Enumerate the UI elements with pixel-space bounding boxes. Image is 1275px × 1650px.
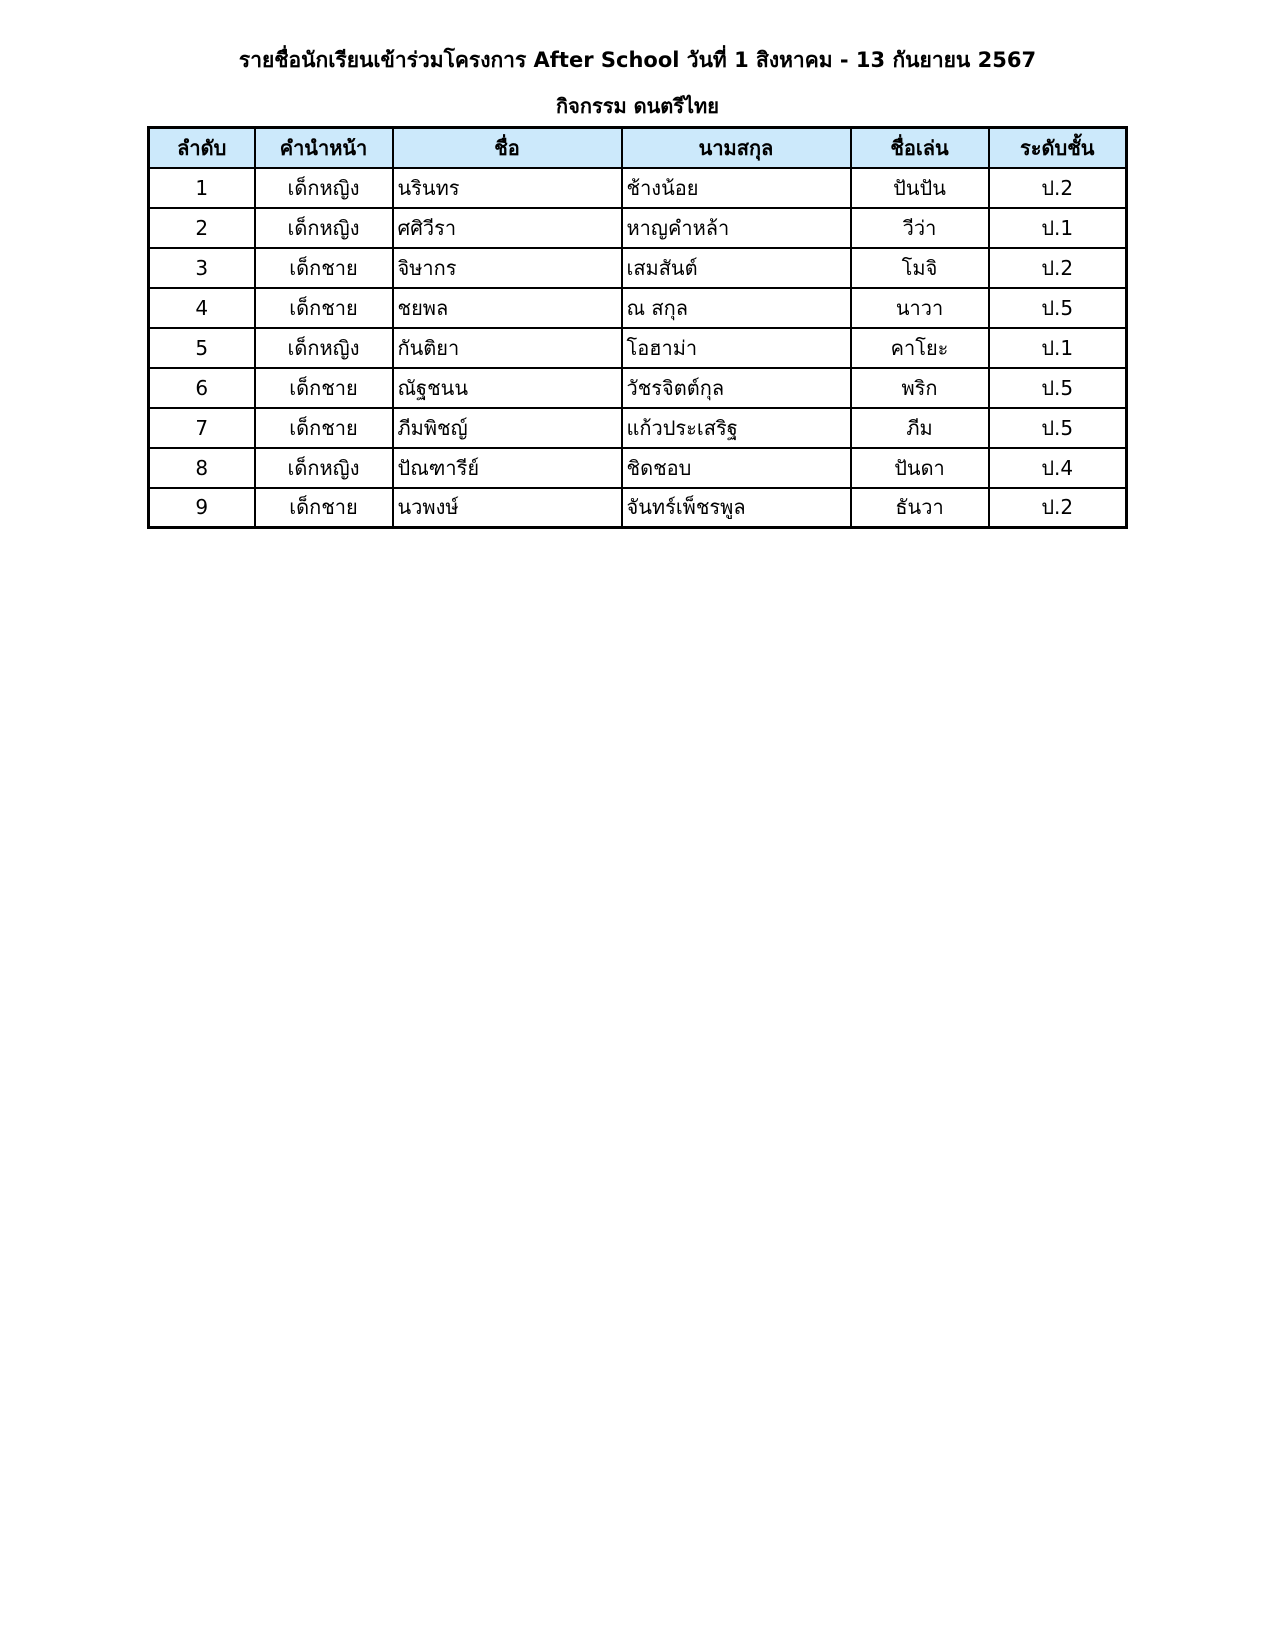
cell-no: 8 [149,448,255,488]
table-row [149,328,1127,368]
cell-nickname: ภีม [851,408,989,448]
cell-last-name: ชิดชอบ [622,448,851,488]
cell-grade: ป.2 [989,488,1127,528]
cell-nickname: โมจิ [851,248,989,288]
column-header-no: ลำดับ [149,128,255,168]
cell-grade: ป.5 [989,368,1127,408]
cell-no: 9 [149,488,255,528]
cell-first-name: จิษากร [393,248,622,288]
student-roster-table [147,126,1128,529]
cell-prefix: เด็กชาย [255,368,393,408]
cell-prefix: เด็กหญิง [255,328,393,368]
cell-no: 3 [149,248,255,288]
cell-nickname: คาโยะ [851,328,989,368]
cell-grade: ป.5 [989,408,1127,448]
column-header-nickname: ชื่อเล่น [851,128,989,168]
column-header-first-name: ชื่อ [393,128,622,168]
cell-nickname: ธันวา [851,488,989,528]
cell-nickname: นาวา [851,288,989,328]
cell-last-name: โอฮาม่า [622,328,851,368]
document-title: รายชื่อนักเรียนเข้าร่วมโครงการ After School วันที่ 1 สิงหาคม - 13 กันยายน 2567 [238,48,1037,72]
table-row [149,208,1127,248]
cell-first-name: นรินทร [393,168,622,208]
cell-prefix: เด็กชาย [255,408,393,448]
cell-nickname: ปันดา [851,448,989,488]
table-row [149,448,1127,488]
column-header-grade: ระดับชั้น [989,128,1127,168]
table-row [149,288,1127,328]
cell-no: 2 [149,208,255,248]
cell-first-name: ภีมพิชญ์ [393,408,622,448]
cell-first-name: กันติยา [393,328,622,368]
table-row [149,368,1127,408]
cell-first-name: ศศิวีรา [393,208,622,248]
cell-last-name: หาญคำหล้า [622,208,851,248]
cell-nickname: ปันปัน [851,168,989,208]
cell-no: 5 [149,328,255,368]
cell-last-name: เสมสันต์ [622,248,851,288]
cell-grade: ป.1 [989,208,1127,248]
table-row [149,488,1127,528]
cell-last-name: แก้วประเสริฐ [622,408,851,448]
cell-last-name: ณ สกุล [622,288,851,328]
table-header-row [149,128,1127,168]
cell-last-name: จันทร์เพ็ชรพูล [622,488,851,528]
cell-grade: ป.2 [989,248,1127,288]
cell-nickname: พริก [851,368,989,408]
cell-first-name: ปัณฑารีย์ [393,448,622,488]
cell-no: 6 [149,368,255,408]
cell-last-name: วัชรจิตต์กุล [622,368,851,408]
cell-prefix: เด็กหญิง [255,448,393,488]
cell-no: 7 [149,408,255,448]
cell-nickname: วีว่า [851,208,989,248]
column-header-prefix: คำนำหน้า [255,128,393,168]
table-row [149,248,1127,288]
cell-prefix: เด็กหญิง [255,208,393,248]
table-row [149,408,1127,448]
cell-grade: ป.2 [989,168,1127,208]
column-header-last-name: นามสกุล [622,128,851,168]
cell-grade: ป.1 [989,328,1127,368]
cell-first-name: นวพงษ์ [393,488,622,528]
document-subtitle: กิจกรรม ดนตรีไทย [556,94,719,118]
cell-first-name: ณัฐชนน [393,368,622,408]
cell-prefix: เด็กชาย [255,488,393,528]
cell-grade: ป.4 [989,448,1127,488]
cell-prefix: เด็กชาย [255,288,393,328]
cell-prefix: เด็กชาย [255,248,393,288]
cell-no: 1 [149,168,255,208]
cell-no: 4 [149,288,255,328]
cell-last-name: ช้างน้อย [622,168,851,208]
cell-grade: ป.5 [989,288,1127,328]
cell-first-name: ชยพล [393,288,622,328]
table-row [149,168,1127,208]
cell-prefix: เด็กหญิง [255,168,393,208]
